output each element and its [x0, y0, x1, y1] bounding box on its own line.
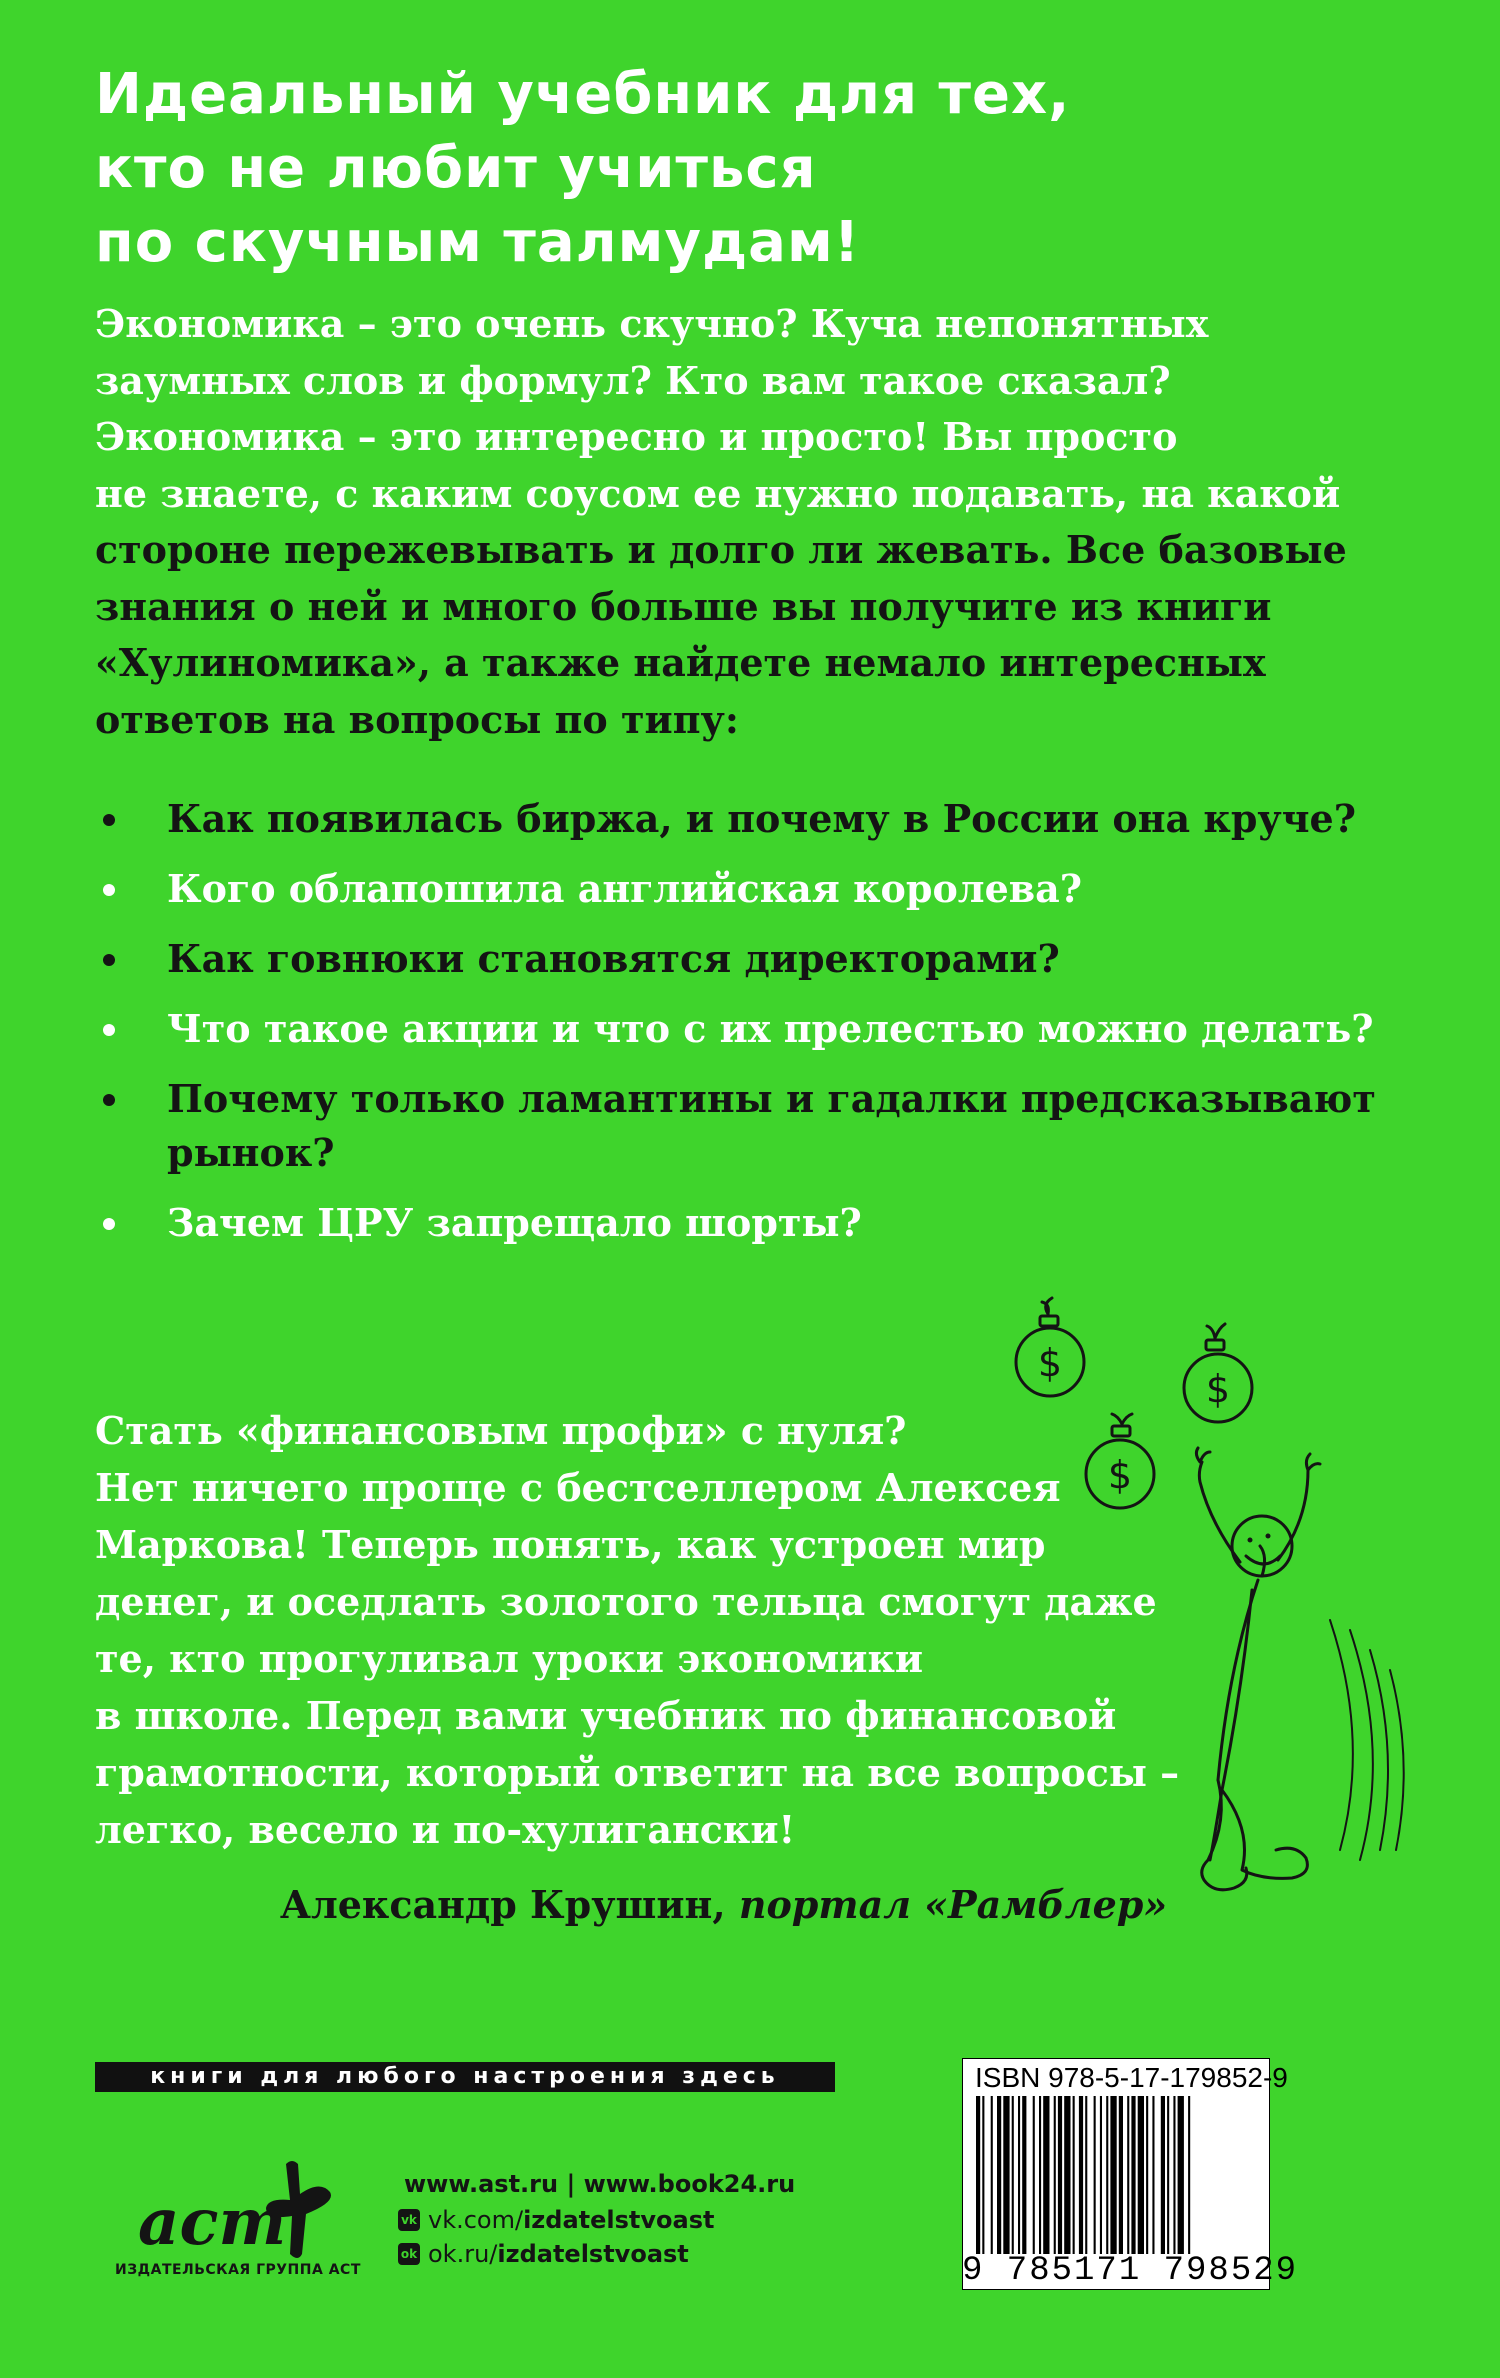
headline-line: кто не любит учиться — [95, 136, 817, 201]
bullet-dot — [103, 1024, 115, 1036]
vk-link-handle: izdatelstvoast — [523, 2206, 715, 2234]
publisher-caption: ИЗДАТЕЛЬСКАЯ ГРУППА АСТ — [115, 2262, 361, 2278]
barcode-bar — [1146, 2096, 1148, 2254]
ok-link-prefix: ok.ru/ — [428, 2240, 498, 2268]
ok-link[interactable] — [398, 2240, 689, 2268]
question-item — [95, 862, 1415, 916]
bullet-dot — [103, 954, 115, 966]
bullet-dot — [103, 814, 115, 826]
headline-line: Идеальный учебник для тех, — [95, 62, 1071, 127]
vk-icon: vk — [398, 2209, 420, 2231]
barcode-bar — [1085, 2096, 1087, 2254]
intro-line: стороне пережевывать и долго ли жевать. Все базовые — [95, 527, 1347, 572]
review-line: грамотности, который ответит на все вопросы – — [95, 1750, 1180, 1795]
intro-line: ответов на вопросы по типу: — [95, 696, 739, 742]
vk-link-prefix: vk.com/ — [428, 2206, 524, 2234]
svg-text:$: $ — [1205, 1367, 1231, 1411]
money-bag-icon — [1184, 1324, 1252, 1422]
barcode-bar — [1033, 2096, 1035, 2254]
barcode-bar — [1127, 2096, 1129, 2254]
stick-figure-drawing — [1196, 1448, 1403, 1890]
barcode-bar — [1110, 2096, 1116, 2254]
question-item — [95, 1196, 1415, 1250]
review-line: Маркова! Теперь понять, как устроен мир — [95, 1522, 1046, 1567]
question-item — [95, 792, 1415, 846]
publisher-websites[interactable]: www.ast.ru | www.book24.ru — [404, 2170, 796, 2198]
bullet-dot — [103, 1218, 115, 1230]
barcode-bar — [1106, 2096, 1108, 2254]
review-line: в школе. Перед вами учебник по финансовой — [95, 1693, 1117, 1738]
barcode-bar — [982, 2096, 984, 2254]
barcode-bar — [997, 2096, 1001, 2254]
barcode-bar — [1054, 2096, 1056, 2254]
money-bags-illustration — [1000, 1290, 1480, 1930]
review-line: Стать «финансовым профи» с нуля? — [95, 1408, 907, 1453]
intro-line: заумных слов и формул? Кто вам такое сказал? — [95, 357, 1171, 403]
barcode-bar — [1022, 2096, 1026, 2254]
barcode-bar — [1173, 2096, 1175, 2254]
review-author: Александр Крушин, — [280, 1882, 726, 1927]
barcode-bar — [1039, 2096, 1041, 2254]
barcode-bar — [1079, 2096, 1083, 2254]
bullet-dot — [103, 884, 115, 896]
question-text: Зачем ЦРУ запрещало шорты? — [167, 1200, 862, 1245]
headline-line: по скучным талмудам! — [95, 210, 861, 275]
question-text: Как говнюки становятся директорами? — [167, 936, 1060, 981]
review-line: те, кто прогуливал уроки экономики — [95, 1636, 924, 1681]
barcode-bar — [1003, 2096, 1009, 2254]
isbn-label: ISBN 978-5-17-179852-9 — [975, 2062, 1288, 2093]
question-item — [95, 932, 1415, 986]
question-item — [95, 1002, 1415, 1056]
svg-text:$: $ — [1037, 1341, 1063, 1385]
review-line: денег, и оседлать золотого тельца смогут даже — [95, 1579, 1157, 1624]
review-line: Нет ничего проще с бестселлером Алексея — [95, 1465, 1061, 1510]
svg-text:$: $ — [1107, 1453, 1133, 1497]
vk-link[interactable] — [398, 2206, 714, 2234]
barcode-bar — [991, 2096, 993, 2254]
question-text: Что такое акции и что с их прелестью можно делать? — [167, 1006, 1374, 1051]
intro-line: Экономика – это очень скучно? Куча непонятных — [95, 301, 1209, 346]
barcode-bar — [1138, 2096, 1144, 2254]
barcode-bar — [976, 2096, 980, 2254]
question-text: Почему только ламантины и гадалки предсказывают рынок? — [167, 1076, 1376, 1175]
barcode-bar — [1161, 2096, 1165, 2254]
barcode-bar — [1178, 2096, 1184, 2254]
ast-logo — [118, 2152, 438, 2262]
bullet-dot — [103, 1094, 115, 1106]
money-bag-icon — [1016, 1298, 1084, 1396]
headline — [95, 58, 1345, 280]
barcode-bar — [1094, 2096, 1096, 2254]
intro-line: знания о ней и много больше вы получите из книги — [95, 583, 1272, 629]
barcode-bar — [1131, 2096, 1135, 2254]
intro-line: не знаете, с каким соусом ее нужно подавать, на какой — [95, 470, 1341, 516]
barcode-bar — [1064, 2096, 1070, 2254]
slogan-strip: книги для любого настроения здесь — [95, 2062, 835, 2092]
barcode-digits: 9 785171 798529 — [962, 2252, 1299, 2290]
barcode-bar — [1073, 2096, 1075, 2254]
svg-text:аст: аст — [138, 2185, 287, 2260]
ok-icon: ok — [398, 2243, 420, 2265]
barcode-bar — [1012, 2096, 1014, 2254]
barcode-bar — [1188, 2096, 1190, 2254]
barcode-bar — [1119, 2096, 1123, 2254]
question-item — [95, 1072, 1415, 1180]
barcode-bar — [1018, 2096, 1020, 2254]
ok-link-handle: izdatelstvoast — [497, 2240, 689, 2268]
intro-line: «Хулиномика», а также найдете немало интересных — [95, 640, 1266, 685]
question-list — [95, 792, 1415, 1266]
question-text: Кого облапошила английская королева? — [167, 866, 1083, 911]
barcode — [976, 2096, 1254, 2254]
question-text: Как появилась биржа, и почему в России она круче? — [167, 796, 1356, 841]
barcode-bar — [1043, 2096, 1049, 2254]
review-source: портал «Рамблер» — [738, 1882, 1168, 1927]
intro-paragraph — [95, 296, 1415, 748]
barcode-bar — [1167, 2096, 1169, 2254]
barcode-bar — [1058, 2096, 1062, 2254]
barcode-bar — [1100, 2096, 1102, 2254]
barcode-bar — [1152, 2096, 1154, 2254]
money-bag-icon — [1086, 1414, 1154, 1508]
intro-line: Экономика – это интересно и просто! Вы просто — [95, 414, 1178, 459]
review-line: легко, весело и по-хулигански! — [95, 1807, 796, 1852]
